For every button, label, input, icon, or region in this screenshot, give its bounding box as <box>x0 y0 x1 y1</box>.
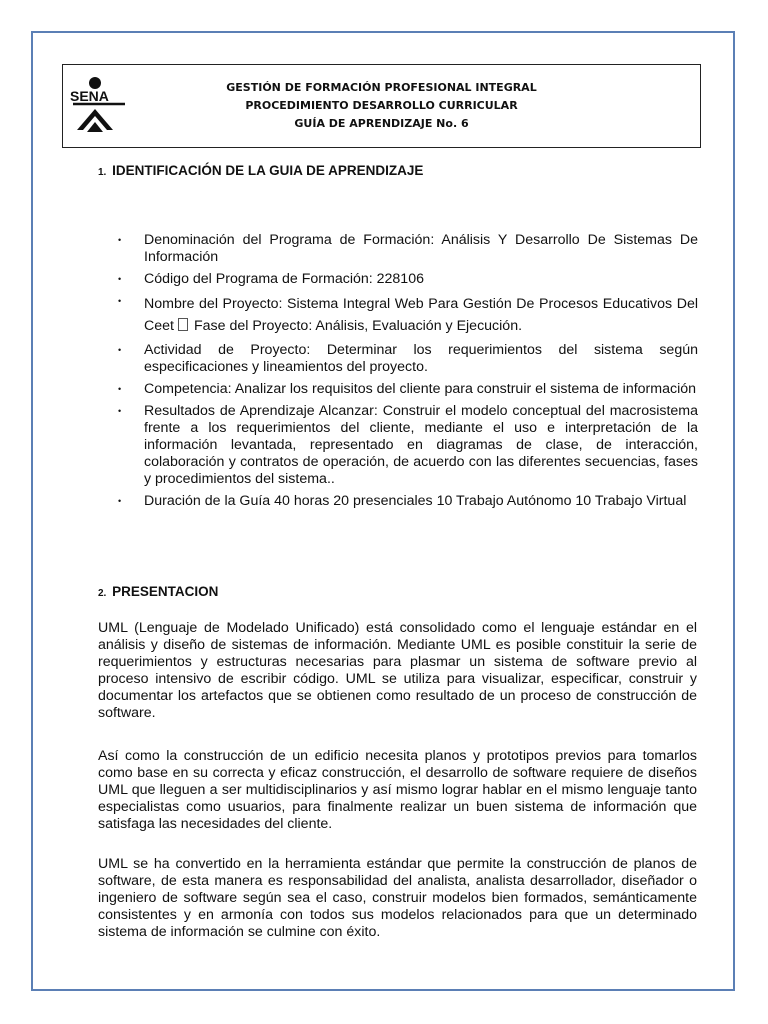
list-item <box>118 271 698 288</box>
missing-glyph-box-icon <box>178 318 188 331</box>
list-item-text: Competencia: Analizar los requisitos del cliente para construir el sistema de información <box>144 381 697 397</box>
list-item <box>118 403 698 488</box>
bullet-icon: • <box>118 496 122 506</box>
identification-list <box>118 232 698 515</box>
list-item <box>118 232 698 266</box>
list-item-text: Duración de la Guía 40 horas 20 presenciales 10 Trabajo Autónomo 10 Trabajo Virtual <box>144 493 687 509</box>
list-item-text: Resultados de Aprendizaje Alcanzar: Construir el modelo conceptual del macrosistema frente a los requerimientos del cliente, mediante el uso e interpretación de la información levantada, representado en diagramas de clase, de interacción, colaboración y contratos de operación, de acuerdo con las diferentes secuencias, fases y procedimientos del sistema.. <box>144 403 698 487</box>
bullet-icon: • <box>118 384 122 394</box>
list-item <box>118 493 698 510</box>
list-item-text: Nombre del Proyecto: Sistema Integral Web Para Gestión De Procesos Educativos Del Ceet <box>144 296 698 334</box>
header-line-3: GUÍA DE APRENDIZAJE No. 6 <box>294 117 469 130</box>
bullet-icon: • <box>118 235 122 245</box>
logo-text: SENA <box>70 88 109 104</box>
list-item <box>118 381 698 398</box>
list-item-text: Denominación del Programa de Formación: Análisis Y Desarrollo De Sistemas De Información <box>144 232 698 265</box>
header-title-block <box>62 79 701 133</box>
bullet-icon: • <box>118 274 122 284</box>
bullet-icon: • <box>118 296 122 306</box>
paragraph: Así como la construcción de un edificio necesita planos y prototipos previos para tomarlos como base en su correcta y eficaz construcción, el desarrollo de software requiere de diseños UML que lleguen a ser multidisciplinarios y así mismo lograr hablar en el mismo lenguaje tanto especialistas como usuarios, para finalmente realizar un buen sistema de información que satisfaga las necesidades del cliente. <box>98 748 697 832</box>
paragraph: UML se ha convertido en la herramienta estándar que permite la construcción de planos de software, de esta manera es responsabilidad del analista, analista desarrollador, diseñador o ingeniero de software según sea el caso, construir modelos bien formados, semánticamente consistentes y en armonía con todos sus modelos relacionados para que un determinado sistema de información se culmine con éxito. <box>98 856 697 940</box>
section-1-heading <box>98 163 423 178</box>
bullet-icon: • <box>118 345 122 355</box>
section-2-heading <box>98 584 218 599</box>
list-item-text: Código del Programa de Formación: 228106 <box>144 271 424 287</box>
list-item-text: Actividad de Proyecto: Determinar los requerimientos del sistema según especificaciones y lineamientos del proyecto. <box>144 342 698 375</box>
header-line-2: PROCEDIMIENTO DESARROLLO CURRICULAR <box>245 99 518 112</box>
section-title: PRESENTACION <box>112 584 219 599</box>
section-title: IDENTIFICACIÓN DE LA GUIA DE APRENDIZAJE <box>112 163 424 178</box>
list-item-text-continued: Fase del Proyecto: Análisis, Evaluación y Ejecución. <box>193 318 523 334</box>
section-number: 1. <box>98 167 107 178</box>
section-number: 2. <box>98 588 107 599</box>
list-item <box>118 293 698 337</box>
bullet-icon: • <box>118 406 122 416</box>
list-item <box>118 342 698 376</box>
paragraph: UML (Lenguaje de Modelado Unificado) está consolidado como el lenguaje estándar en el análisis y diseño de sistemas de información. Mediante UML es posible constituir la serie de requerimientos y estructuras necesarias para plasmar un sistema de software previo al proceso intensivo de escribir código. UML se utiliza para visualizar, especificar, construir y documentar los artefactos que se obtienen como resultado de un proceso de construcción de software. <box>98 620 697 721</box>
header-line-1: GESTIÓN DE FORMACIÓN PROFESIONAL INTEGRAL <box>226 81 537 94</box>
